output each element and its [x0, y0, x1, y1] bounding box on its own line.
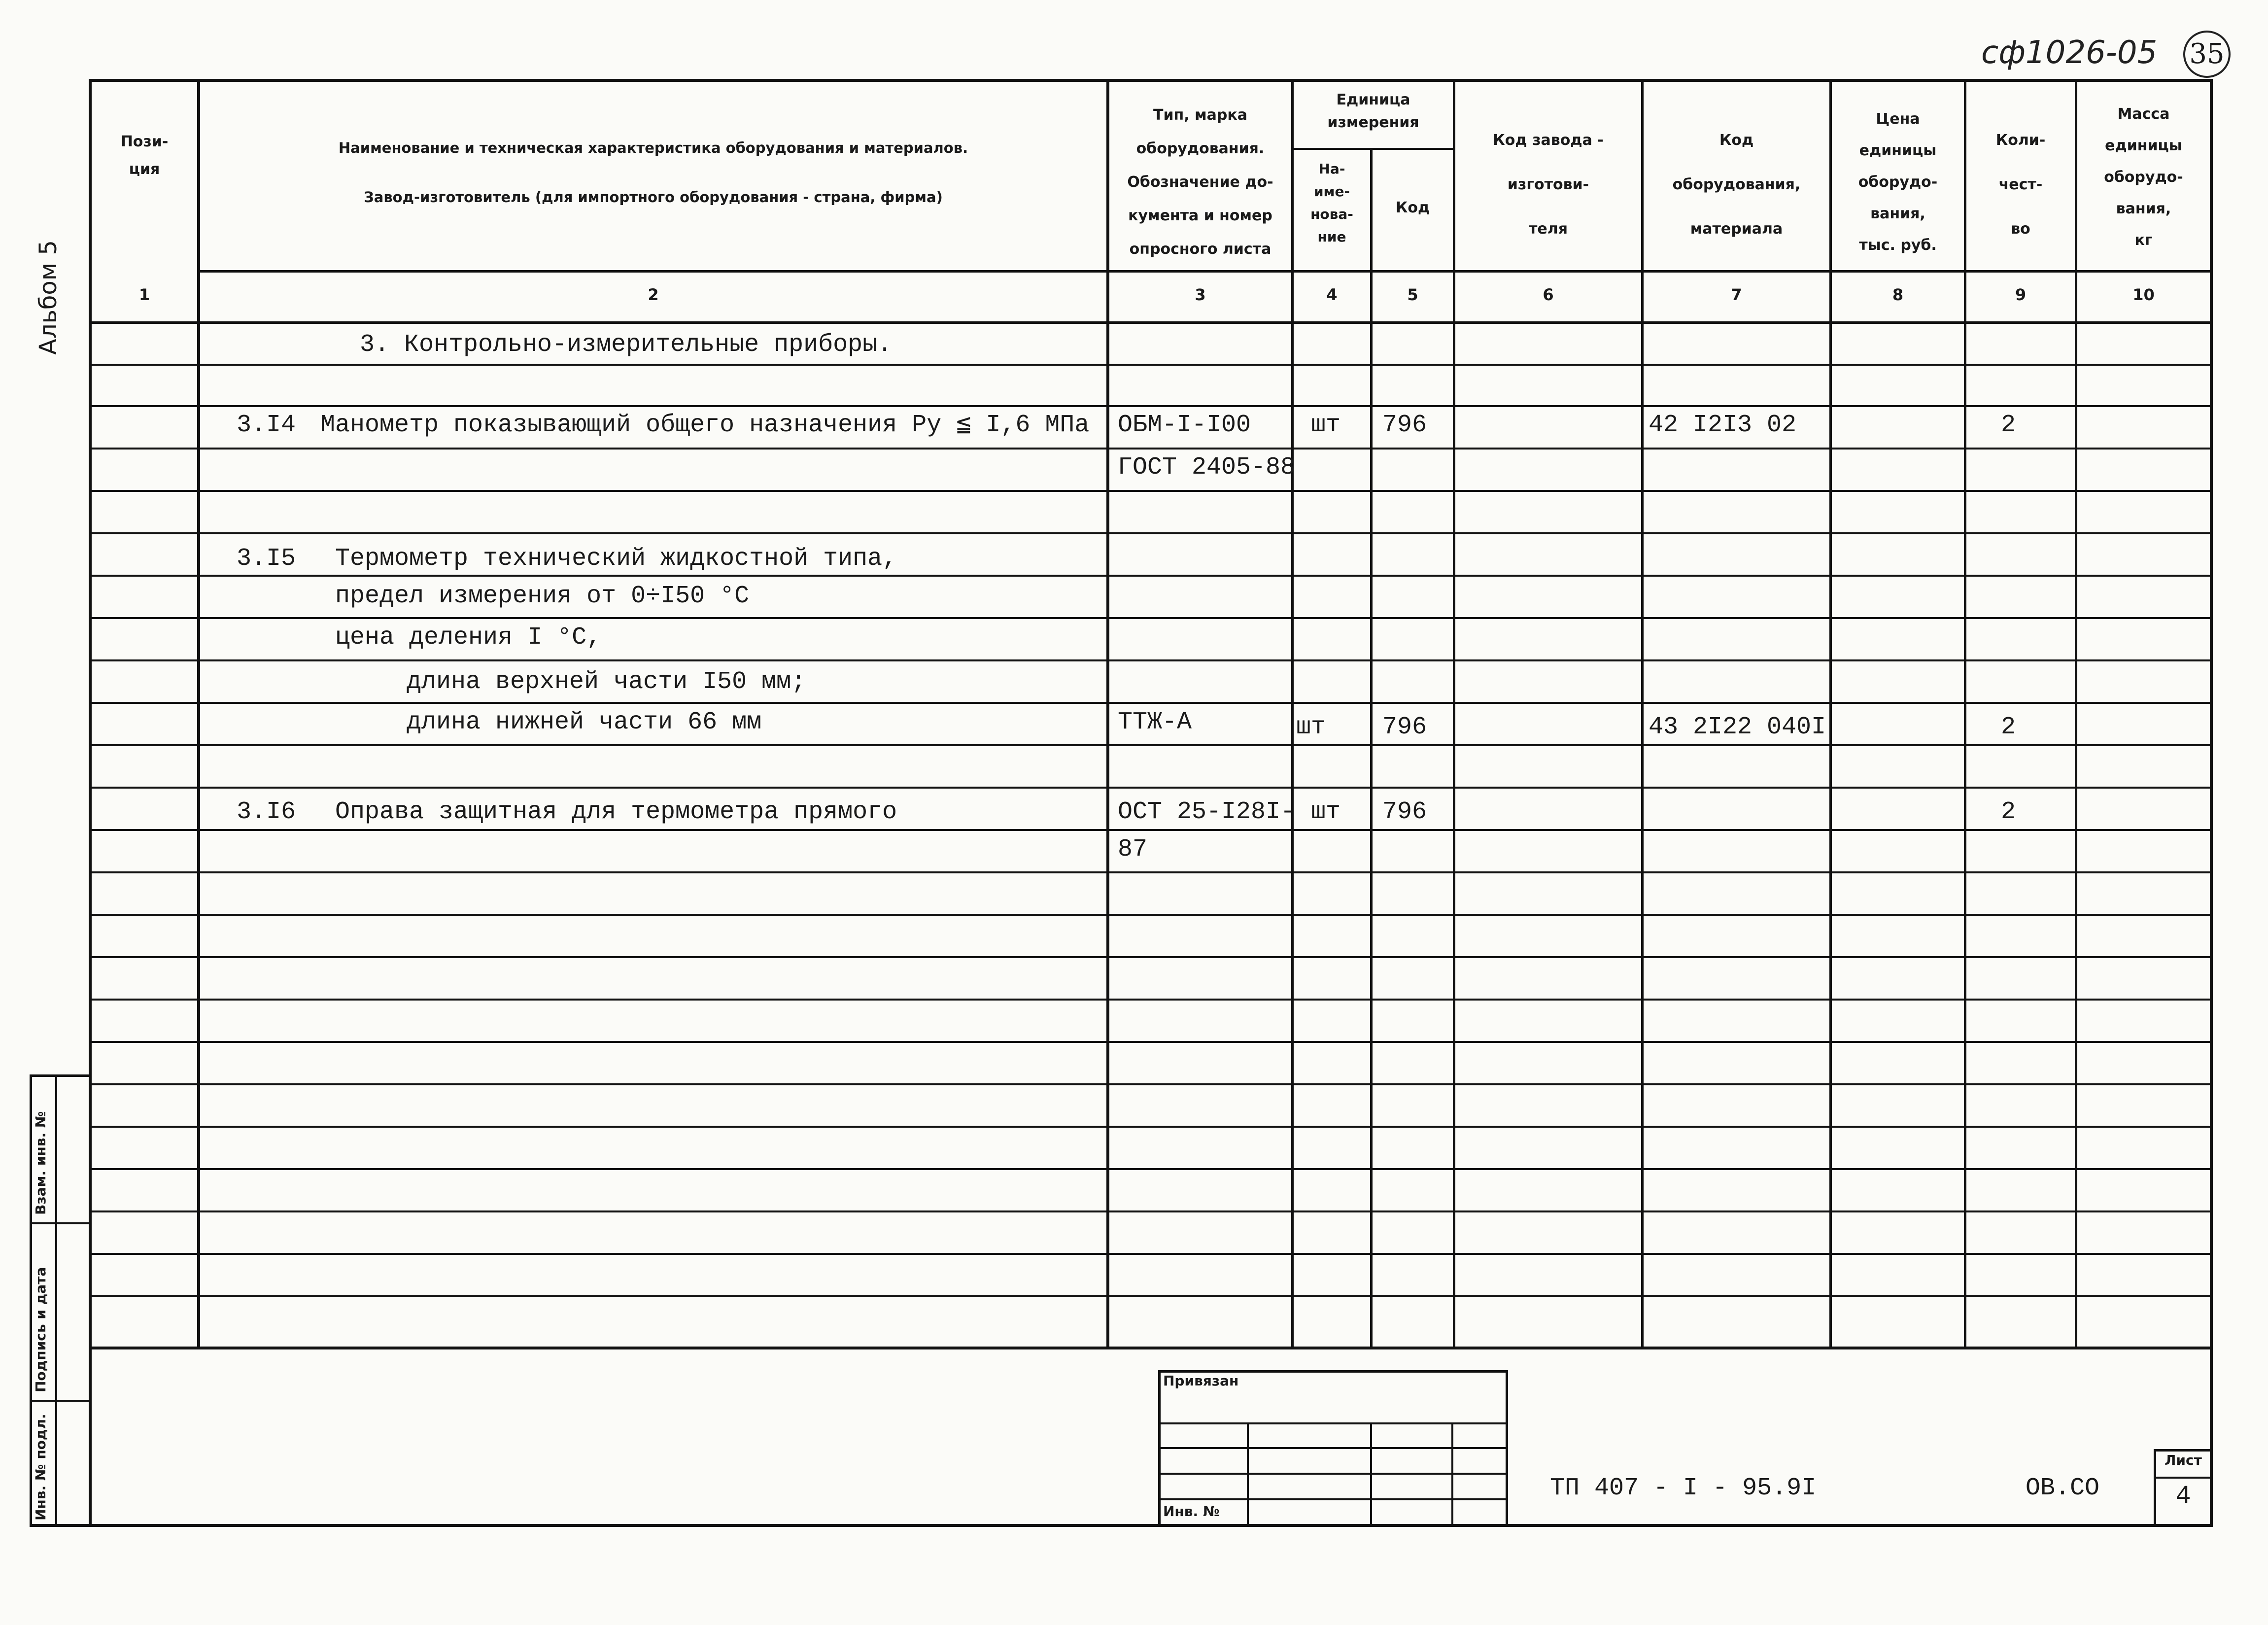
header-mass-line2: единицы [2105, 137, 2182, 154]
row-unit-code: 796 [1382, 411, 1427, 439]
header-quantity-line2: чест- [1998, 176, 2043, 193]
header-factory-code-line3: теля [1529, 220, 1568, 238]
col-num-8: 8 [1892, 285, 1904, 304]
header-unit-name-line2: име- [1313, 183, 1350, 200]
header-unit-group-line1: Единица [1336, 91, 1410, 108]
row-type: ОСТ 25-I28I- [1118, 798, 1296, 826]
header-price-line3: оборудо- [1858, 173, 1938, 191]
header-mass-line3: оборудо- [2104, 169, 2183, 186]
row-type: ОБМ-I-I00 [1118, 411, 1251, 439]
stamp-inv-podl: Инв. № подл. [33, 1414, 49, 1521]
header-position-line1: Пози- [120, 133, 169, 150]
col-num-9: 9 [2015, 285, 2027, 304]
row-name-cont: цена деления I °С, [335, 623, 602, 652]
header-type-line4: кумента и номер [1128, 207, 1272, 224]
header-unit-code-text: Код [1395, 199, 1430, 216]
row-name-cont: предел измерения от 0÷I50 °С [335, 582, 750, 610]
section-title: 3. Контрольно-измерительные приборы. [360, 331, 893, 359]
header-mass-line4: вания, [2116, 200, 2171, 217]
header-unit-code [1373, 192, 1453, 224]
sheet-number: 4 [2175, 1482, 2191, 1511]
header-type-line3: Обозначение до- [1127, 173, 1273, 191]
header-position-line2: ция [129, 161, 160, 178]
row-name-cont: длина верхней части I50 мм; [407, 668, 806, 696]
header-name-line1: Наименование и техническая характеристика оборудования и материалов. [338, 139, 968, 156]
header-equipment-code [1644, 118, 1829, 251]
stamp-vzam-inv: Взам. инв. № [33, 1111, 49, 1215]
header-quantity-line3: во [2011, 220, 2030, 238]
header-price-line1: Цена [1876, 110, 1920, 128]
header-mass [2077, 99, 2210, 256]
row-type-cont: 87 [1118, 835, 1148, 864]
header-quantity [1966, 118, 2075, 251]
header-type [1109, 99, 1291, 266]
header-mass-line1: Масса [2117, 105, 2170, 123]
header-name-line2: Завод-изготовитель (для импортного оборудования - страна, фирма) [364, 189, 943, 206]
sheet-circle [2183, 31, 2231, 78]
row-unit: шт [1311, 411, 1341, 439]
header-unit-name-line1: На- [1318, 161, 1345, 177]
header-name [200, 123, 1106, 222]
header-equipment-code-line3: материала [1690, 220, 1783, 238]
document-code: ТП 407 - I - 95.9I [1550, 1474, 1817, 1502]
col-num-4: 4 [1326, 285, 1338, 304]
stamp-inv-number: Инв. № [1163, 1503, 1220, 1520]
header-unit-group [1294, 89, 1453, 134]
row-quantity: 2 [2001, 411, 2016, 439]
sheet-circle-number: 35 [2189, 38, 2225, 70]
row-position: 3.I6 [237, 798, 296, 826]
row-unit: шт [1296, 713, 1326, 741]
row-equipment-code: 42 I2I3 02 [1649, 411, 1797, 439]
row-quantity: 2 [2001, 798, 2016, 826]
row-unit: шт [1311, 798, 1341, 826]
row-equipment-code: 43 2I22 040I [1649, 713, 1826, 741]
header-equipment-code-line2: оборудования, [1672, 176, 1801, 193]
album-label-text: Альбом 5 [34, 240, 62, 355]
row-name-cont: длина нижней части 66 мм [407, 708, 762, 736]
header-position [92, 128, 197, 183]
header-type-line2: оборудования. [1136, 140, 1265, 157]
header-price-line5: тыс. руб. [1859, 237, 1937, 254]
header-price [1832, 104, 1964, 261]
header-unit-group-line2: измерения [1327, 114, 1419, 131]
document-section: ОВ.СО [2026, 1474, 2100, 1502]
stamp-privyazan: Привязан [1163, 1373, 1239, 1389]
header-unit-name [1294, 158, 1370, 248]
col-num-1: 1 [138, 285, 150, 304]
corner-code: сф1026-05 [1981, 35, 2158, 71]
album-label [34, 240, 62, 355]
header-type-line5: опросного листа [1129, 241, 1271, 258]
header-factory-code [1455, 118, 1641, 251]
row-type: ТТЖ-А [1118, 708, 1192, 736]
col-num-3: 3 [1195, 285, 1206, 304]
header-type-line1: Тип, марка [1153, 106, 1247, 124]
col-num-6: 6 [1543, 285, 1554, 304]
sheet-label: Лист [2165, 1452, 2202, 1468]
col-num-5: 5 [1407, 285, 1418, 304]
header-unit-name-line3: нова- [1310, 206, 1353, 222]
header-price-line2: единицы [1859, 142, 1937, 159]
row-name: Оправа защитная для термометра прямого [335, 798, 897, 826]
header-equipment-code-line1: Код [1719, 132, 1754, 149]
col-num-2: 2 [648, 285, 659, 304]
header-factory-code-line2: изготови- [1507, 176, 1589, 193]
header-unit-name-line4: ние [1317, 229, 1346, 245]
row-name: Термометр технический жидкостной типа, [335, 545, 897, 573]
row-quantity: 2 [2001, 713, 2016, 741]
row-position: 3.I4 [237, 411, 296, 439]
row-type-doc: ГОСТ 2405-88 [1118, 453, 1296, 482]
col-num-7: 7 [1731, 285, 1742, 304]
header-price-line4: вания, [1870, 205, 1925, 222]
header-quantity-line1: Коли- [1995, 132, 2046, 149]
col-num-10: 10 [2132, 285, 2155, 304]
header-factory-code-line1: Код завода - [1493, 132, 1604, 149]
row-unit-code: 796 [1382, 798, 1427, 826]
row-unit-code: 796 [1382, 713, 1427, 741]
stamp-podpis-data: Подпись и дата [33, 1267, 49, 1392]
row-position: 3.I5 [237, 545, 296, 573]
header-mass-line5: кг [2134, 232, 2153, 249]
row-name: Манометр показывающий общего назначения Ру ≦ I,6 МПа [320, 411, 1090, 439]
